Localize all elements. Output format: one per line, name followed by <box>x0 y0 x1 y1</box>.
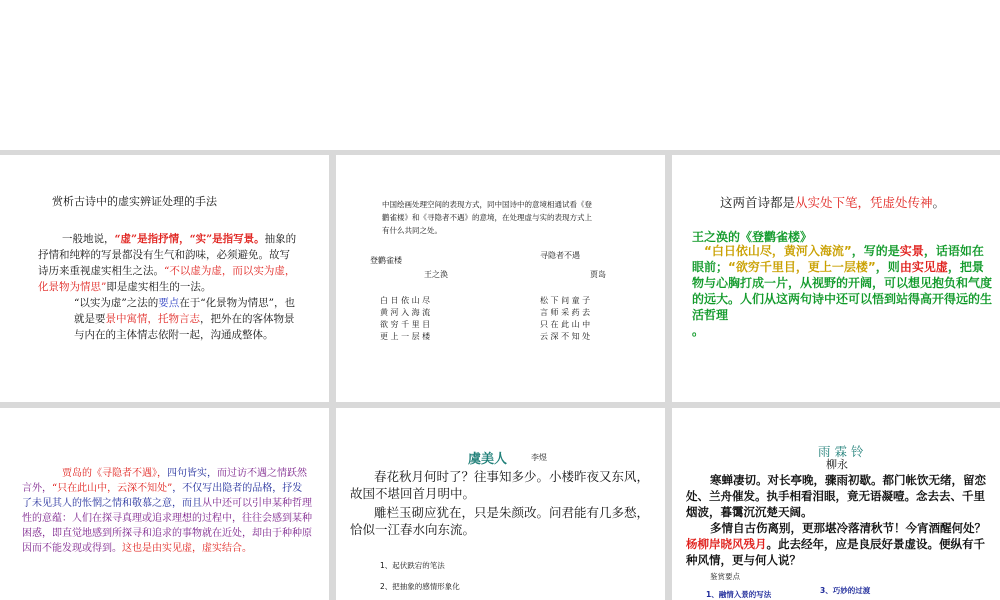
slide1-highlight: 要点 <box>158 297 180 309</box>
slide2-intro: 中国绘画处理空间的表现方式，同中国诗中的意境相通试看《登鹳雀楼》和《寻隐者不遇》的意境，在处理虚与实的表现方式上有什么共同之处。 <box>382 200 592 235</box>
slide5-point-2: 2、把抽象的感情形象化 <box>380 582 460 591</box>
top-blank-area <box>0 0 1000 150</box>
slide5-title: 虞美人 <box>468 452 508 467</box>
slide2-poem2-lines <box>540 295 590 343</box>
slide5-poem-line-1: 春花秋月何时了？往事知多少。小楼昨夜又东风，故国不堪回首月明中。 <box>350 469 650 501</box>
slide-thumbnail-3[interactable] <box>672 155 1000 402</box>
slide-thumbnail-4[interactable] <box>0 408 329 600</box>
poem-line: 云 深 不 知 处 <box>540 332 591 341</box>
slide6-highlight: 杨柳岸晓风残月 <box>686 537 767 551</box>
slide-thumbnail-6[interactable] <box>672 408 1000 600</box>
slide-thumbnail-2[interactable] <box>336 155 665 402</box>
slide3-text: ，则 <box>875 260 900 274</box>
slide1-text: “以实为虚”之法的 <box>74 297 159 309</box>
slide3-text: ，把景物与心胸打成一片，从视野的开阔，可以想见抱负和气度的远大。人们从这两句诗中还可以悟到站得高开得远的生活哲理 <box>692 260 993 322</box>
slide1-highlight: “不以虚为虚，而以实为虚，化景物为情思” <box>38 265 296 293</box>
poem-line: 只 在 此 山 中 <box>540 320 591 329</box>
slide3-body <box>692 243 992 339</box>
poem-line: 黄 河 入 海 流 <box>380 308 431 317</box>
slide4-highlight: 这也是由实见虚，虚实结合。 <box>122 543 252 554</box>
slide2-poem2-author: 贾岛 <box>590 270 606 279</box>
slide3-highlight: 由实见虚 <box>899 260 948 274</box>
slide1-text: ，把外在的客体物景与内在的主体情志依附一起，沟通成整体。 <box>74 313 295 341</box>
poem-line: 松 下 问 童 子 <box>540 296 591 305</box>
slide4-text: 而过访不遇之情跃然言外， <box>22 468 307 494</box>
slide6-point-3: 3、巧妙的过渡 <box>820 586 871 595</box>
slide4-text: 而且 <box>182 498 202 509</box>
slide4-highlight: 四句皆实， <box>167 468 217 479</box>
slide6-text: 多情自古伤离别，更那堪冷落清秋节！今宵酒醒何处？ <box>710 521 986 535</box>
slide5-poem-line-2: 雕栏玉砌应犹在，只是朱颜改。问君能有几多愁，恰似一江春水向东流。 <box>350 505 650 537</box>
slide1-text: 在于“化景物为情思”，也就是要 <box>74 297 295 325</box>
slide5-point-1: 1、起伏跌宕的笔法 <box>380 561 445 570</box>
slide3-quote: “欲穷千里目，更上一层楼” <box>728 260 876 274</box>
slide6-text: 。此去经年，应是良辰好景虚设。便纵有千种风情，更与何人说？ <box>686 537 985 567</box>
slide1-text: 一般地说， <box>62 233 115 245</box>
slide6-point-1: 1、融情入景的写法 <box>706 590 772 599</box>
slide1-title: 赏析古诗中的虚实辨证处理的手法 <box>52 195 217 208</box>
slide1-highlight: “虚”是指抒情，“实”是指写景。 <box>114 233 265 245</box>
slide2-poem1-author: 王之涣 <box>424 270 448 279</box>
slide2-poem1-lines <box>380 295 430 343</box>
poem-line: 欲 穷 千 里 目 <box>380 320 431 329</box>
slide5-author: 李煜 <box>531 453 547 462</box>
slide3-text: 。 <box>932 195 946 210</box>
slide2-poem2-title: 寻隐者不遇 <box>540 251 580 260</box>
slide4-body <box>22 466 312 556</box>
slide-thumbnail-1[interactable] <box>0 155 329 402</box>
poem-line: 更 上 一 层 楼 <box>380 332 431 341</box>
slide3-highlight: 实景 <box>899 244 924 258</box>
slide1-paragraph-1 <box>38 231 300 295</box>
slide2-poem1-title: 登鹳雀楼 <box>370 256 402 265</box>
slide1-highlight: 景中寓情，托物言志 <box>105 313 200 325</box>
slide4-text: 从中还可以引申某种哲理性的意蕴：人们在探寻真理或追求理想的过程中，往往会感到某种困惑，即直觉地感到所探寻和追求的事物就在近处，却由于种种原因而不能发现或得到。 <box>22 498 312 554</box>
slide3-text: 这两首诗都是 <box>720 195 796 210</box>
slide1-body <box>38 231 300 343</box>
slide3-quote: “白日依山尽，黄河入海流” <box>704 244 852 258</box>
slide6-title: 雨 霖 铃 <box>818 444 864 459</box>
slide3-heading <box>720 193 945 211</box>
slide4-text: ，不仅写出隐者的品格，抒发了未见其人的怅惘之情和敬慕之意， <box>22 483 303 509</box>
slide3-text: ，写的是 <box>851 244 900 258</box>
poem-line: 言 师 采 药 去 <box>540 308 591 317</box>
slide4-highlight: “只在此山中，云深不知处” <box>52 483 173 494</box>
slide6-text: 寒蝉凄切。对长亭晚，骤雨初歇。都门帐饮无绪，留恋处、兰舟催发。执手相看泪眼，竟无语凝噎。念去去、千里烟波，暮霭沉沉楚天阔。 <box>686 473 986 519</box>
slide3-text: ，话语如在眼前； <box>692 244 984 274</box>
slide6-body <box>686 472 992 568</box>
slide6-author: 柳永 <box>826 458 848 471</box>
slide1-text: 即是虚实相生的一法。 <box>106 281 212 293</box>
poem-line: 白 日 依 山 尽 <box>380 296 431 305</box>
slide1-paragraph-2 <box>38 295 300 343</box>
slide6-label: 鉴赏要点 <box>710 572 740 581</box>
slide3-subheading: 王之涣的《登鹳雀楼》 <box>692 230 813 244</box>
slide4-text: 贾岛的《寻隐者不遇》， <box>62 468 167 479</box>
slide1-text: 抽象的抒情和纯粹的写景都没有生气和韵味，必须避免。故写诗历来重视虚实相生之法。 <box>38 233 297 277</box>
slide-thumbnail-5[interactable] <box>336 408 665 600</box>
slide3-highlight: 从实处下笔，凭虚处传神 <box>795 195 933 210</box>
slide3-text: 。 <box>692 324 705 338</box>
